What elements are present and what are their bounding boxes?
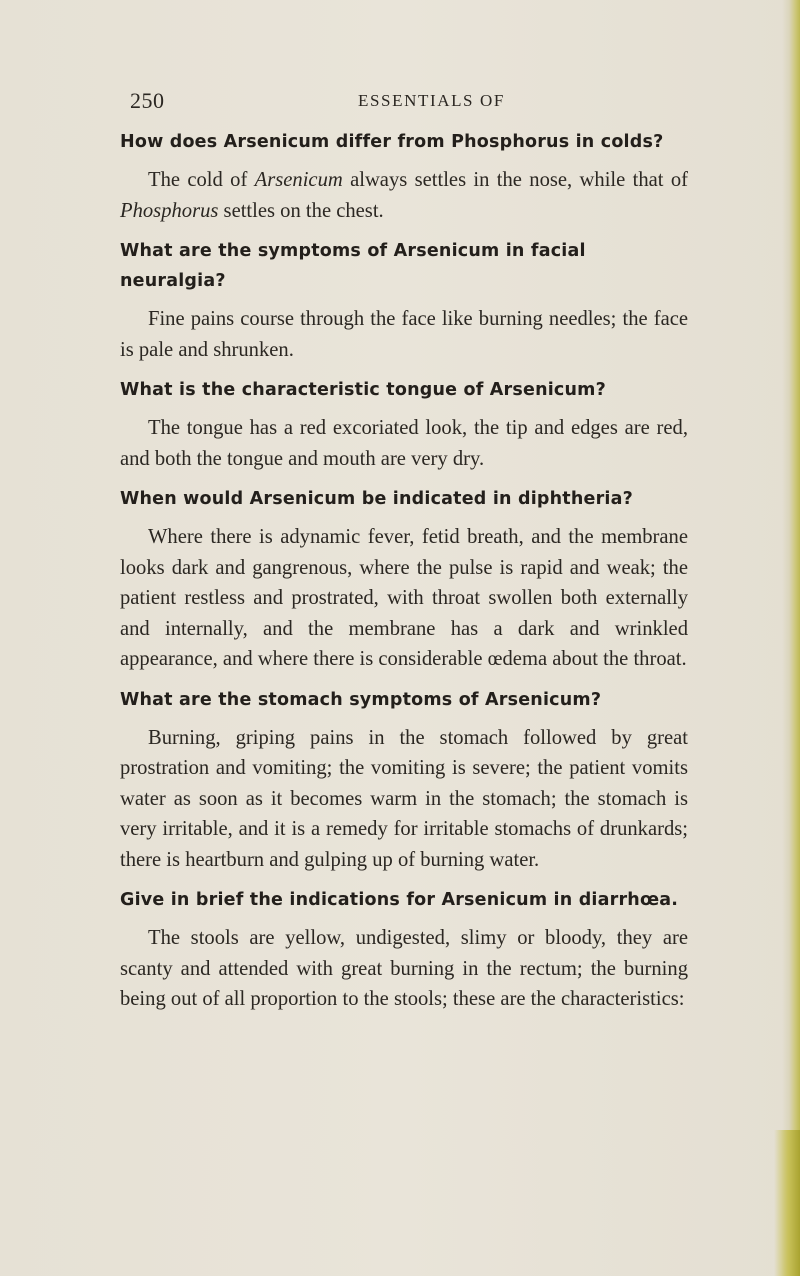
answer-text: The tongue has a red excoriated look, the tip and edges are red, and both the tongue and mouth are very dry. (120, 417, 688, 470)
answer-text: The stools are yellow, undigested, slimy or bloody, they are scanty and attended with great burning in the rectum; the burning being out of all proportion to the stools; these are the characteristics: (120, 927, 688, 1010)
question-stomach: What are the stomach symptoms of Arsenicum? (120, 689, 602, 710)
answer-diarrhoea (120, 923, 688, 1015)
page-header (118, 88, 678, 114)
page-edge-stain (774, 1130, 800, 1276)
answer-diphtheria (120, 522, 688, 675)
answer-text: The cold of (148, 169, 255, 191)
answer-colds (120, 165, 688, 226)
answer-tongue (120, 413, 688, 474)
question-colds: How does Arsenicum differ from Phosphorus in colds? (120, 132, 664, 152)
answer-text: Fine pains course through the face like burning needles; the face is pale and shrunken. (120, 308, 688, 361)
answer-text: Where there is adynamic fever, fetid breath, and the membrane looks dark and gangrenous, where the pulse is rapid and weak; the patient restless and prostrated, with throat swollen both externally and internally, and the membrane has a dark and wrinkled appearance, and where there is considerable œdema about the throat. (120, 526, 688, 670)
question-diarrhoea: Give in brief the indications for Arsenicum in diarrhœa. (120, 890, 679, 910)
answer-facial-neuralgia (120, 304, 688, 365)
answer-italic-term: Phosphorus (120, 199, 219, 222)
question-diphtheria: When would Arsenicum be indicated in diphtheria? (120, 489, 633, 509)
question-tongue: What is the characteristic tongue of Arsenicum? (120, 380, 606, 400)
page-edge-shadow (782, 0, 800, 1276)
page-body (120, 127, 688, 1025)
answer-text: settles on the chest. (218, 199, 384, 222)
answer-stomach (120, 723, 688, 876)
answer-italic-term: Arsenicum (254, 169, 343, 191)
page-number: 250 (130, 88, 165, 113)
question-facial-neuralgia: What are the symptoms of Arsenicum in facial neuralgia? (120, 241, 586, 291)
answer-text: Burning, griping pains in the stomach followed by great prostration and vomiting; the vomiting is severe; the patient vomits water as soon as it becomes warm in the stomach; the stomach is very irritable, and it is a remedy for irritable stomachs of drunkards; there is heartburn and gulping up of burning water. (120, 726, 688, 871)
answer-text: always settles in the nose, while that of (342, 169, 688, 191)
running-head: ESSENTIALS OF (358, 91, 505, 110)
